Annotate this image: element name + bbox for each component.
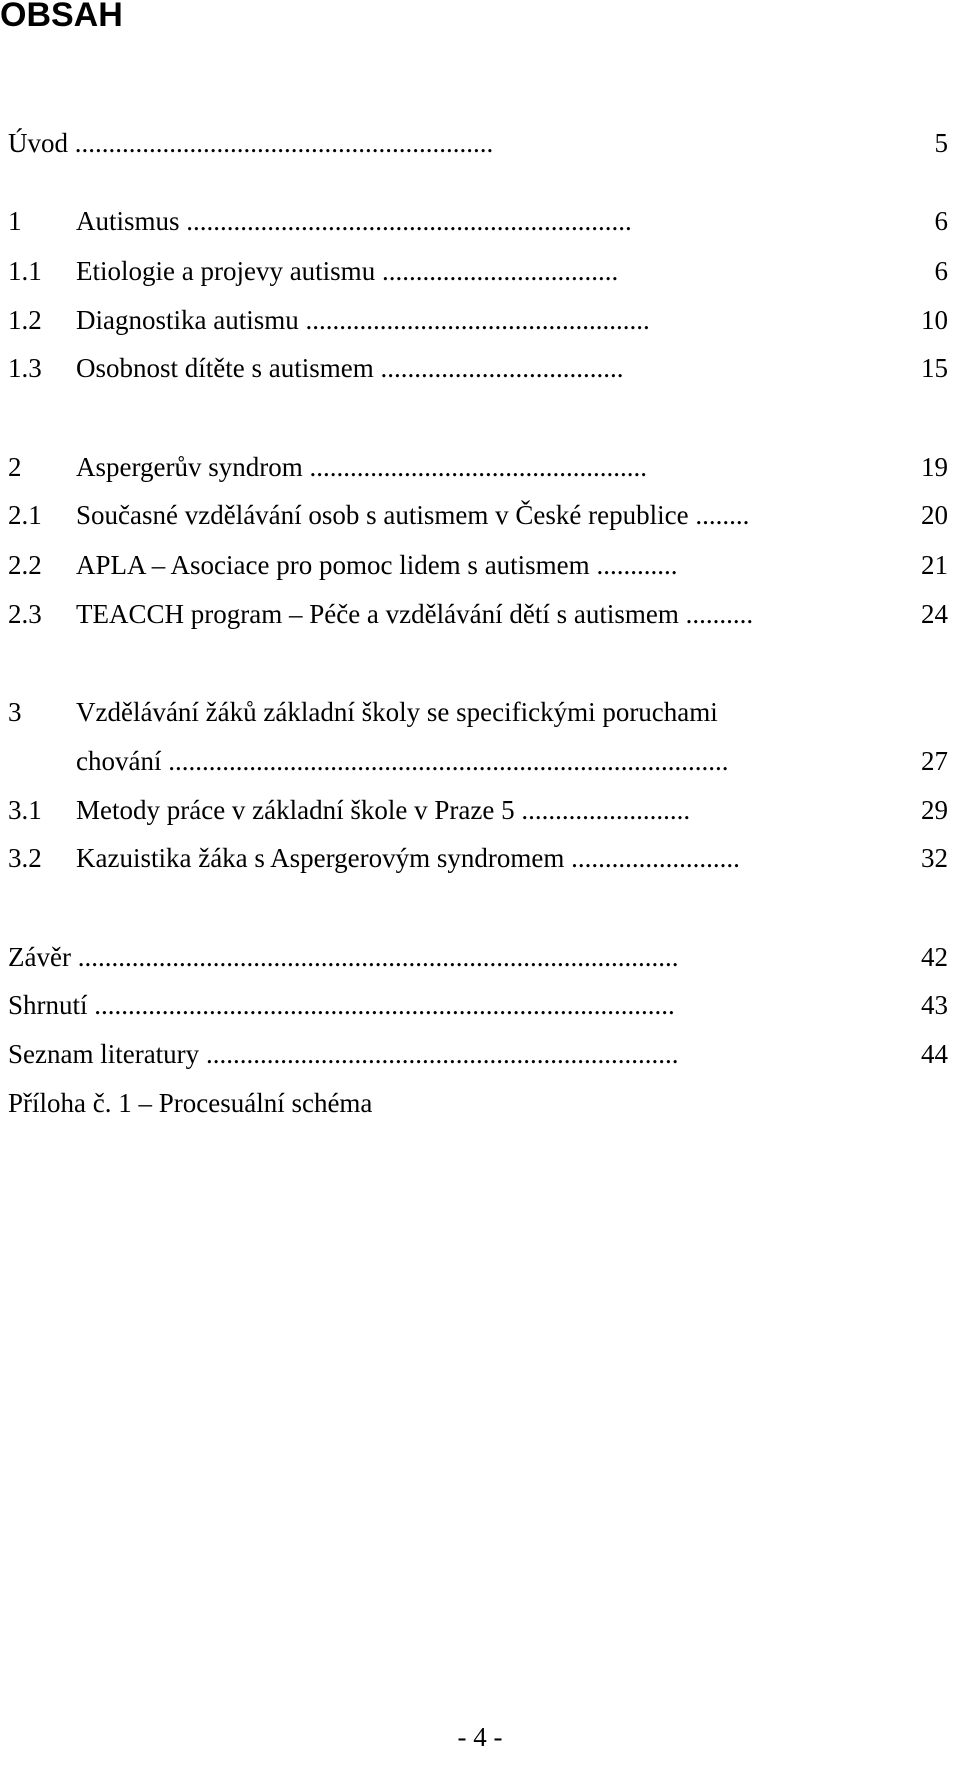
toc-entry-label: Metody práce v základní škole v Praze 5 xyxy=(76,795,515,825)
toc-page-number: 32 xyxy=(921,843,948,873)
toc-entry-label: Závěr xyxy=(8,942,71,972)
toc-entry-seznam-literatury[interactable] xyxy=(8,1034,948,1074)
toc-leader-dots: ........ xyxy=(688,500,750,530)
toc-entry-label: TEACCH program – Péče a vzdělávání dětí s autismem xyxy=(76,599,679,629)
toc-page-number: 21 xyxy=(921,550,948,580)
page-footer-number: - 4 - xyxy=(457,1722,503,1752)
toc-entry-label: Autismus xyxy=(76,206,180,236)
toc-entry-number: 2.1 xyxy=(8,500,42,530)
toc-entry-label: Vzdělávání žáků základní školy se specifickými poruchami xyxy=(76,697,718,727)
toc-page-number: 43 xyxy=(921,990,948,1020)
toc-entry-3[interactable] xyxy=(8,692,948,732)
toc-entry-1-2[interactable] xyxy=(8,300,948,340)
toc-leader-dots: ......................... xyxy=(564,843,740,873)
toc-entry-2[interactable] xyxy=(8,447,948,487)
toc-entry-label: chování xyxy=(76,746,162,776)
toc-entry-number: 1 xyxy=(8,206,22,236)
toc-leader-dots: ...................................................................................... xyxy=(87,990,675,1020)
toc-entry-label: Etiologie a projevy autismu xyxy=(76,256,376,286)
toc-entry-1-3[interactable] xyxy=(8,348,948,388)
toc-page-number: 20 xyxy=(921,500,948,530)
toc-entry-shrnuti[interactable] xyxy=(8,985,948,1025)
toc-entry-label: Osobnost dítěte s autismem xyxy=(76,353,374,383)
toc-entry-zaver[interactable] xyxy=(8,937,948,977)
toc-leader-dots: .................................................. xyxy=(302,452,647,482)
toc-entry-3-continued[interactable] xyxy=(8,741,948,781)
toc-entry-number: 3 xyxy=(8,697,22,727)
toc-page-number: 27 xyxy=(921,746,948,776)
toc-page-number: 6 xyxy=(934,256,948,286)
toc-entry-2-3[interactable] xyxy=(8,594,948,634)
toc-entry-2-2[interactable] xyxy=(8,545,948,585)
toc-entry-3-2[interactable] xyxy=(8,838,948,878)
toc-entry-3-1[interactable] xyxy=(8,790,948,830)
toc-entry-label: Aspergerův syndrom xyxy=(76,452,303,482)
toc-leader-dots: .................................... xyxy=(373,353,624,383)
toc-entry-priloha[interactable] xyxy=(8,1083,948,1123)
toc-entry-number: 1.2 xyxy=(8,305,42,335)
toc-entry-number: 3.1 xyxy=(8,795,42,825)
toc-leader-dots: ......................................................................................... xyxy=(70,942,679,972)
toc-leader-dots: ................................... xyxy=(375,256,619,286)
toc-entry-2-1[interactable] xyxy=(8,495,948,535)
toc-leader-dots: .................................................................. xyxy=(179,206,632,236)
toc-entry-number: 2.3 xyxy=(8,599,42,629)
toc-entry-number: 1.1 xyxy=(8,256,42,286)
toc-entry-label: Současné vzdělávání osob s autismem v České republice xyxy=(76,500,689,530)
toc-entry-label: Úvod xyxy=(8,128,68,158)
toc-entry-number: 2 xyxy=(8,452,22,482)
toc-entry-label: APLA – Asociace pro pomoc lidem s autismem xyxy=(76,550,590,580)
toc-page-number: 19 xyxy=(921,452,948,482)
toc-entry-label: Shrnutí xyxy=(8,990,88,1020)
toc-page-number: 15 xyxy=(921,353,948,383)
toc-leader-dots: ......................... xyxy=(514,795,691,825)
toc-leader-dots: .......... xyxy=(678,599,754,629)
toc-leader-dots: ............ xyxy=(589,550,678,580)
toc-page-number: 29 xyxy=(921,795,948,825)
toc-page-number: 10 xyxy=(921,305,948,335)
toc-entry-label: Diagnostika autismu xyxy=(76,305,299,335)
toc-page-number: 42 xyxy=(921,942,948,972)
toc-entry-1[interactable] xyxy=(8,201,948,241)
toc-leader-dots: ................................................... xyxy=(298,305,650,335)
toc-leader-dots: ...................................................................... xyxy=(199,1039,679,1069)
page-title: OBSAH xyxy=(0,0,123,34)
toc-page-number: 5 xyxy=(934,128,948,158)
toc-page-number: 24 xyxy=(921,599,948,629)
toc-entry-number: 3.2 xyxy=(8,843,42,873)
toc-entry-label: Kazuistika žáka s Aspergerovým syndromem xyxy=(76,843,565,873)
toc-page-number: 6 xyxy=(934,206,948,236)
toc-entry-number: 2.2 xyxy=(8,550,42,580)
toc-entry-number: 1.3 xyxy=(8,353,42,383)
toc-entry-uvod[interactable] xyxy=(8,123,948,163)
toc-leader-dots: ................................................................................... xyxy=(161,746,729,776)
toc-page-number: 44 xyxy=(921,1039,948,1069)
toc-entry-1-1[interactable] xyxy=(8,251,948,291)
toc-entry-label: Příloha č. 1 – Procesuální schéma xyxy=(8,1088,373,1118)
toc-leader-dots: .............................................................. xyxy=(68,128,494,158)
toc-entry-label: Seznam literatury xyxy=(8,1039,200,1069)
